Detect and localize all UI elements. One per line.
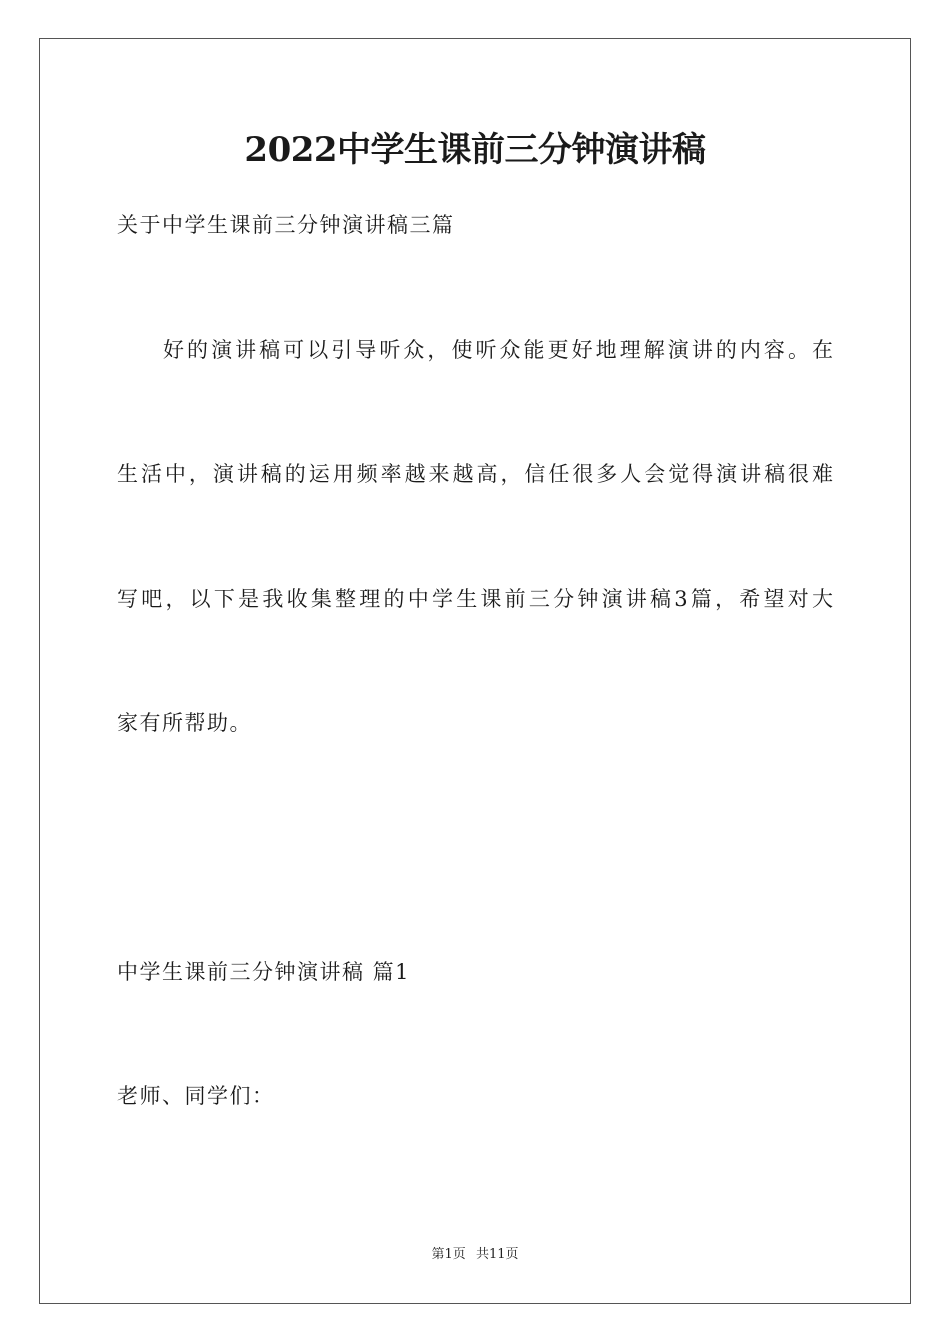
intro-line-2: 生活中，演讲稿的运用频率越来越高，信任很多人会觉得演讲稿很难 — [117, 462, 833, 486]
document-title: 2022中学生课前三分钟演讲稿 — [244, 130, 706, 170]
page-footer — [0, 1246, 950, 1264]
intro-line-4: 家有所帮助。 — [117, 711, 252, 735]
intro-line-1: 好的演讲稿可以引导听众，使听众能更好地理解演讲的内容。在 — [163, 338, 833, 362]
intro-line-3: 写吧，以下是我收集整理的中学生课前三分钟演讲稿3篇，希望对大 — [117, 587, 833, 611]
title-container — [0, 128, 950, 172]
page-number-total: 共11页 — [475, 1247, 519, 1262]
salutation: 老师、同学们： — [117, 1084, 275, 1108]
section-heading: 中学生课前三分钟演讲稿 篇1 — [117, 960, 411, 984]
document-subtitle: 关于中学生课前三分钟演讲稿三篇 — [117, 213, 455, 237]
page-number-current: 第1页 — [431, 1247, 466, 1262]
